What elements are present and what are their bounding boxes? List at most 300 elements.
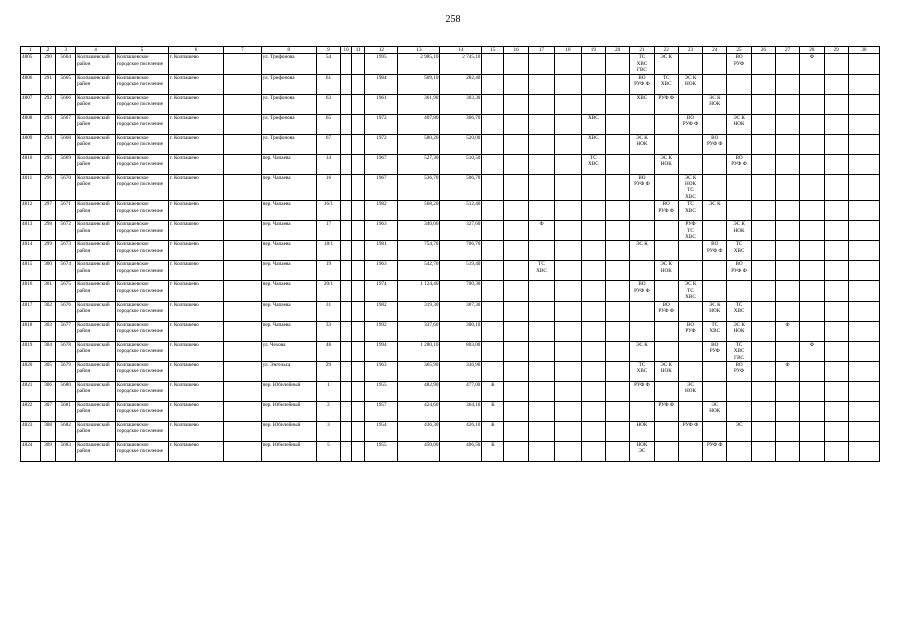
table-cell — [848, 74, 879, 94]
table-cell: г. Колпашево — [168, 114, 223, 134]
table-cell: Колпашевский район — [76, 54, 116, 74]
table-cell — [775, 381, 799, 401]
column-header: 24 — [703, 47, 727, 54]
table-cell: ВО РУФ Ф — [654, 201, 678, 221]
table-cell: 292 — [40, 94, 55, 114]
table-cell — [555, 201, 581, 221]
table-cell: 580,20 — [398, 134, 440, 154]
table-cell — [341, 301, 352, 321]
table-cell — [800, 281, 824, 301]
table-cell: ул. Чехова — [261, 341, 316, 361]
table-cell: 5677 — [56, 321, 76, 341]
column-header: 25 — [727, 47, 751, 54]
table-cell: 16/1 — [316, 201, 340, 221]
table-cell — [581, 54, 605, 74]
table-cell — [224, 321, 262, 341]
table-cell: К — [482, 421, 504, 441]
table-row — [21, 114, 880, 134]
table-cell — [581, 261, 605, 281]
table-cell: Ф — [800, 54, 824, 74]
table-cell: Колпашевский район — [76, 401, 116, 421]
table-cell: пер. Чапаева — [261, 261, 316, 281]
table-cell: 426,10 — [440, 421, 482, 441]
table-cell: пер. Юбилейный — [261, 401, 316, 421]
table-cell: Колпашевское городское поселение — [115, 154, 168, 174]
table-cell — [848, 361, 879, 381]
table-cell — [504, 74, 528, 94]
table-cell — [555, 114, 581, 134]
table-cell: 803,00 — [440, 341, 482, 361]
table-cell: 296 — [40, 174, 55, 201]
table-cell — [352, 301, 365, 321]
table-cell: г. Колпашево — [168, 261, 223, 281]
table-cell — [224, 134, 262, 154]
table-cell — [528, 54, 554, 74]
table-cell — [775, 301, 799, 321]
table-cell: г. Колпашево — [168, 74, 223, 94]
table-cell — [352, 341, 365, 361]
table-cell — [555, 341, 581, 361]
table-cell: Колпашевский район — [76, 114, 116, 134]
table-cell — [606, 381, 630, 401]
table-body — [21, 54, 880, 462]
table-cell — [482, 221, 504, 241]
table-cell: Колпашевское городское поселение — [115, 441, 168, 461]
table-cell — [654, 134, 678, 154]
table-cell — [824, 261, 848, 281]
table-cell — [224, 281, 262, 301]
table-cell: 4809 — [21, 134, 41, 154]
table-cell — [581, 241, 605, 261]
table-cell — [800, 401, 824, 421]
table-cell: Колпашевское городское поселение — [115, 201, 168, 221]
table-cell — [504, 94, 528, 114]
table-cell: 4821 — [21, 381, 41, 401]
table-cell: 5676 — [56, 301, 76, 321]
table-cell: пер. Чапаева — [261, 281, 316, 301]
table-cell: Колпашевский район — [76, 261, 116, 281]
table-cell: 519,40 — [440, 261, 482, 281]
table-cell — [352, 94, 365, 114]
table-cell — [630, 261, 654, 281]
table-cell: ТС ХВС — [654, 74, 678, 94]
table-cell: 1961 — [365, 94, 398, 114]
column-header: 5 — [115, 47, 168, 54]
table-cell: ТС ХВС — [703, 321, 727, 341]
table-cell: ЭС — [727, 421, 751, 441]
table-cell: 5672 — [56, 221, 76, 241]
table-cell: 306 — [40, 381, 55, 401]
table-cell — [800, 241, 824, 261]
table-cell: 1963 — [365, 261, 398, 281]
table-cell — [528, 241, 554, 261]
table-cell — [555, 221, 581, 241]
table-cell — [727, 381, 751, 401]
table-cell: 477,00 — [440, 381, 482, 401]
table-cell — [341, 261, 352, 281]
table-cell: 1967 — [365, 154, 398, 174]
table-cell — [824, 281, 848, 301]
table-cell: 307 — [40, 401, 55, 421]
table-cell: ЭС К — [654, 54, 678, 74]
table-cell — [555, 261, 581, 281]
table-cell: 1982 — [365, 201, 398, 221]
table-cell: 5680 — [56, 381, 76, 401]
table-cell — [528, 134, 554, 154]
table-cell: ЭС К НОК — [654, 361, 678, 381]
table-cell — [751, 221, 775, 241]
table-cell — [341, 381, 352, 401]
table-cell: 1992 — [365, 321, 398, 341]
table-cell — [824, 174, 848, 201]
table-cell — [528, 321, 554, 341]
table-cell — [528, 74, 554, 94]
column-header: 7 — [224, 47, 262, 54]
table-cell — [606, 114, 630, 134]
column-header: 1 — [21, 47, 41, 54]
table-cell — [606, 401, 630, 421]
table-cell: 4820 — [21, 361, 41, 381]
table-cell: 5681 — [56, 401, 76, 421]
table-cell — [800, 421, 824, 441]
table-cell: пер. Чапаева — [261, 301, 316, 321]
table-cell: Колпашевский район — [76, 154, 116, 174]
table-cell — [606, 241, 630, 261]
table-cell — [751, 401, 775, 421]
table-cell — [528, 301, 554, 321]
table-cell — [555, 321, 581, 341]
table-cell — [606, 301, 630, 321]
table-cell: 407,80 — [398, 114, 440, 134]
table-cell — [630, 114, 654, 134]
table-cell: 512,40 — [440, 201, 482, 221]
table-cell — [824, 154, 848, 174]
column-header: 20 — [606, 47, 630, 54]
table-cell — [848, 381, 879, 401]
table-cell — [630, 301, 654, 321]
table-row — [21, 341, 880, 361]
table-cell — [341, 241, 352, 261]
column-header: 11 — [352, 47, 365, 54]
table-cell: 1984 — [365, 74, 398, 94]
table-cell — [703, 221, 727, 241]
table-cell: 450,00 — [398, 441, 440, 461]
table-cell — [224, 54, 262, 74]
table-cell: ЭС К НОК — [703, 94, 727, 114]
table-cell — [352, 261, 365, 281]
table-cell: Колпашевский район — [76, 421, 116, 441]
table-cell — [555, 301, 581, 321]
table-cell: г. Колпашево — [168, 361, 223, 381]
table-cell: 302 — [40, 301, 55, 321]
table-cell: пер. Юбилейный — [261, 421, 316, 441]
table-cell — [555, 134, 581, 154]
table-cell — [775, 261, 799, 281]
page-number: 258 — [445, 14, 461, 25]
table-cell: ТС ХВС ГВС — [727, 341, 751, 361]
table-cell: 5682 — [56, 421, 76, 441]
table-row — [21, 154, 880, 174]
column-header: 14 — [440, 47, 482, 54]
table-cell — [352, 281, 365, 301]
table-row — [21, 321, 880, 341]
table-cell — [775, 241, 799, 261]
table-cell: Ф — [775, 361, 799, 381]
table-cell: 4818 — [21, 321, 41, 341]
table-cell — [654, 281, 678, 301]
table-cell — [528, 281, 554, 301]
table-cell: 1982 — [365, 301, 398, 321]
table-cell: 61 — [316, 74, 340, 94]
table-cell: г. Колпашево — [168, 301, 223, 321]
table-cell — [482, 154, 504, 174]
table-cell: ВО РУФ Ф — [630, 281, 654, 301]
table-cell — [341, 361, 352, 381]
table-cell: пер. Чапаева — [261, 201, 316, 221]
table-cell — [528, 201, 554, 221]
table-cell — [848, 341, 879, 361]
table-cell — [751, 174, 775, 201]
column-header: 22 — [654, 47, 678, 54]
table-cell — [482, 301, 504, 321]
table-cell: г. Колпашево — [168, 321, 223, 341]
table-cell — [727, 281, 751, 301]
table-cell — [775, 134, 799, 154]
table-cell — [848, 241, 879, 261]
column-header: 23 — [678, 47, 702, 54]
table-cell — [848, 54, 879, 74]
table-cell: РУФ Ф — [678, 421, 702, 441]
table-cell — [824, 341, 848, 361]
table-cell: 14 — [316, 154, 340, 174]
table-cell — [800, 441, 824, 461]
table-cell: 327,60 — [440, 221, 482, 241]
table-cell: ТС ХВС — [528, 261, 554, 281]
table-cell: Колпашевский район — [76, 321, 116, 341]
table-cell — [504, 114, 528, 134]
table-cell — [341, 134, 352, 154]
table-cell: Колпашевское городское поселение — [115, 241, 168, 261]
table-cell: ЭС К НОК — [654, 261, 678, 281]
table-cell — [606, 261, 630, 281]
table-cell — [606, 321, 630, 341]
table-cell: 337,60 — [398, 321, 440, 341]
table-cell — [528, 401, 554, 421]
table-cell — [581, 94, 605, 114]
table-cell — [775, 221, 799, 241]
table-cell: 48 — [316, 341, 340, 361]
table-cell — [352, 441, 365, 461]
table-cell: ЭС НОК — [678, 381, 702, 401]
table-cell — [654, 421, 678, 441]
table-cell — [341, 174, 352, 201]
table-cell: ул. Трифонова — [261, 74, 316, 94]
table-cell: К — [482, 381, 504, 401]
table-cell: Колпашевский район — [76, 301, 116, 321]
table-cell: 4812 — [21, 201, 41, 221]
table-cell — [224, 441, 262, 461]
table-cell: 290 — [40, 54, 55, 74]
table-cell — [848, 281, 879, 301]
table-cell — [654, 381, 678, 401]
table-cell — [800, 321, 824, 341]
table-cell — [341, 341, 352, 361]
table-cell — [824, 114, 848, 134]
table-cell: 700,30 — [440, 281, 482, 301]
table-cell — [606, 154, 630, 174]
table-cell: Колпашевский район — [76, 281, 116, 301]
table-cell: 20/1 — [316, 281, 340, 301]
table-cell: 298 — [40, 221, 55, 241]
table-cell — [751, 201, 775, 221]
table-cell — [654, 321, 678, 341]
table-cell: 406,50 — [440, 441, 482, 461]
table-cell: г. Колпашево — [168, 94, 223, 114]
table-cell: Колпашевское городское поселение — [115, 401, 168, 421]
table-cell: 509,10 — [398, 74, 440, 94]
table-cell: 1981 — [365, 241, 398, 261]
table-cell — [848, 441, 879, 461]
table-cell — [703, 261, 727, 281]
table-cell: 18/1 — [316, 241, 340, 261]
table-cell: 54 — [316, 54, 340, 74]
table-cell: 4819 — [21, 341, 41, 361]
table-cell: 29 — [316, 361, 340, 381]
table-cell — [224, 114, 262, 134]
table-cell: г. Колпашево — [168, 341, 223, 361]
table-cell: 706,70 — [440, 241, 482, 261]
table-cell — [504, 261, 528, 281]
table-cell: Колпашевское городское поселение — [115, 54, 168, 74]
table-cell: ТС ХВС ГВС — [630, 54, 654, 74]
table-cell — [504, 301, 528, 321]
column-header: 3 — [56, 47, 76, 54]
table-cell — [751, 321, 775, 341]
table-cell — [504, 381, 528, 401]
table-cell: Колпашевский район — [76, 74, 116, 94]
table-cell: 63 — [316, 94, 340, 114]
table-cell — [555, 241, 581, 261]
table-cell — [751, 134, 775, 154]
table-cell — [678, 241, 702, 261]
table-cell: 5666 — [56, 94, 76, 114]
table-cell: 366,70 — [440, 114, 482, 134]
table-cell — [824, 221, 848, 241]
table-cell: 4824 — [21, 441, 41, 461]
table-cell: 2 745,10 — [440, 54, 482, 74]
table-cell — [848, 221, 879, 241]
table-cell — [800, 134, 824, 154]
table-cell — [504, 134, 528, 154]
table-cell: 5671 — [56, 201, 76, 221]
table-cell: Колпашевское городское поселение — [115, 221, 168, 241]
table-cell: 294 — [40, 134, 55, 154]
table-cell: г. Колпашево — [168, 241, 223, 261]
table-cell: Ф — [528, 221, 554, 241]
table-cell: Колпашевское городское поселение — [115, 174, 168, 201]
table-cell: Колпашевский район — [76, 241, 116, 261]
table-cell: ТС ХВС — [581, 154, 605, 174]
table-cell — [751, 441, 775, 461]
table-cell — [800, 201, 824, 221]
table-cell — [555, 361, 581, 381]
table-cell — [848, 114, 879, 134]
table-cell — [504, 441, 528, 461]
table-cell — [341, 94, 352, 114]
table-cell — [848, 154, 879, 174]
table-cell — [775, 341, 799, 361]
column-header: 18 — [555, 47, 581, 54]
table-cell — [606, 74, 630, 94]
table-cell: РУФ Ф — [630, 381, 654, 401]
table-cell — [482, 261, 504, 281]
table-cell: ЭС К НОК ТС ХВС — [678, 174, 702, 201]
table-cell: 542,70 — [398, 261, 440, 281]
table-cell — [727, 94, 751, 114]
table-cell — [504, 241, 528, 261]
table-cell — [775, 154, 799, 174]
table-cell: ТС ХВС — [630, 361, 654, 381]
table-cell: 16 — [316, 174, 340, 201]
table-cell — [727, 201, 751, 221]
table-cell: 299 — [40, 241, 55, 261]
table-row — [21, 441, 880, 461]
table-cell — [824, 201, 848, 221]
table-cell — [775, 441, 799, 461]
table-cell — [775, 401, 799, 421]
table-cell: ВО РУФ Ф — [727, 154, 751, 174]
table-cell: 340,00 — [398, 221, 440, 241]
table-cell: г. Колпашево — [168, 221, 223, 241]
table-row — [21, 241, 880, 261]
table-cell — [751, 361, 775, 381]
table-cell — [727, 401, 751, 421]
table-cell: 319,30 — [398, 301, 440, 321]
table-cell — [482, 74, 504, 94]
table-cell — [482, 114, 504, 134]
table-cell — [581, 174, 605, 201]
table-cell: Колпашевский район — [76, 201, 116, 221]
table-cell — [352, 174, 365, 201]
table-cell: 5669 — [56, 154, 76, 174]
table-cell: пер. Чапаева — [261, 174, 316, 201]
table-cell — [341, 421, 352, 441]
table-cell — [581, 281, 605, 301]
table-cell — [678, 301, 702, 321]
table-cell — [678, 441, 702, 461]
table-cell — [630, 321, 654, 341]
table-cell: 4811 — [21, 174, 41, 201]
table-cell — [678, 261, 702, 281]
table-cell: 5664 — [56, 54, 76, 74]
table-cell — [482, 201, 504, 221]
table-cell — [504, 281, 528, 301]
column-header: 21 — [630, 47, 654, 54]
table-cell — [824, 134, 848, 154]
table-cell — [224, 174, 262, 201]
table-cell: 307,30 — [440, 301, 482, 321]
table-cell — [678, 361, 702, 381]
table-cell — [581, 201, 605, 221]
table-cell — [555, 441, 581, 461]
table-cell — [654, 174, 678, 201]
table-cell: 527,30 — [398, 154, 440, 174]
column-header: 19 — [581, 47, 605, 54]
column-header: 13 — [398, 47, 440, 54]
table-cell — [751, 74, 775, 94]
table-cell — [703, 174, 727, 201]
table-cell: Колпашевское городское поселение — [115, 361, 168, 381]
